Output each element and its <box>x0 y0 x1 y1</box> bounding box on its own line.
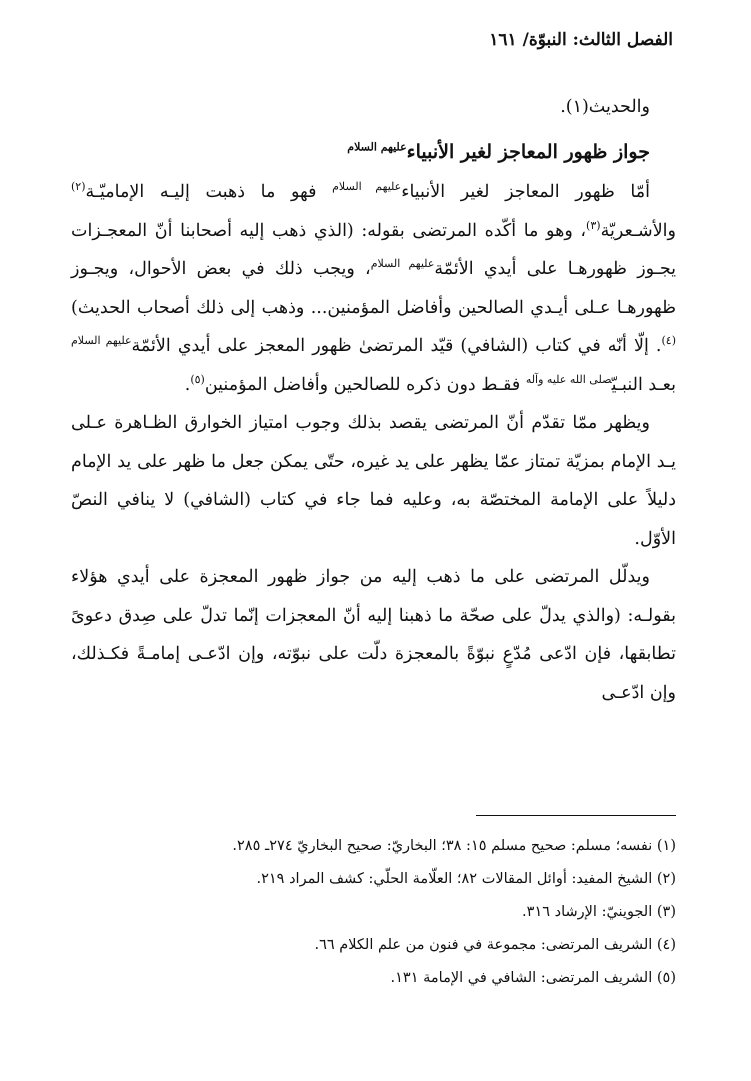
section-heading <box>71 133 676 172</box>
footnote-mark-4[interactable]: (٤) <box>661 334 676 348</box>
footnote-2: (٢) الشيخ المفيد: أوائل المقالات ٨٢؛ العلّامة الحلّي: كشف المراد ٢١٩. <box>256 871 676 887</box>
footnote-1: (١) نفسه؛ مسلم: صحيح مسلم ١٥: ٣٨؛ البخاريّ: صحيح البخاريّ ٢٧٤ـ ٢٨٥. <box>232 838 676 854</box>
p2-part-b: فهو ما ذهبت إليـه الإماميّـة <box>85 182 333 202</box>
paragraph-4 <box>71 558 676 712</box>
p2-part-a: أمّا ظهور المعاجز لغير الأنبياء <box>401 182 650 202</box>
honorific-alayhim: عليهم السلام <box>71 334 132 348</box>
p2-part-f: . إلّا أنّه في كتاب (الشافي) قيّد المرتضىٰ ظهور المعجز على أيدي الأئمّة <box>131 336 662 356</box>
p2-part-d: ، وهو ما أكّده المرتضى بقوله: (الذي ذهب إليه أصحابنا أنّ المعجـزات يجـوز ظهورهـا على أيدي الأئمّة <box>71 220 676 279</box>
footnote-4: (٤) الشريف المرتضى: مجموعة في فنون من علم الكلام ٦٦. <box>314 937 676 953</box>
p2-part-c: والأشـعريّة <box>600 220 676 241</box>
p2-part-e: ، ويجب ذلك في بعض الأحوال، ويجـوز ظهورهـا عـلى أيـدي الصالحين وأفاضل المؤمنين... وذهب إلى ذلك أصحاب الحديث) <box>71 259 676 318</box>
footnote-3: (٣) الجوينيّ: الإرشاد ٣١٦. <box>522 904 676 920</box>
paragraph-1 <box>71 88 676 127</box>
honorific-alayhim: عليهم السلام <box>332 180 402 194</box>
honorific-alayhim: عليهم السلام <box>370 257 435 271</box>
honorific-alayhim: عليهم السلام <box>347 140 407 154</box>
main-text <box>71 88 676 712</box>
footnote-divider <box>476 815 676 816</box>
section-heading-text: جواز ظهور المعاجز لغير الأنبياء <box>406 140 650 163</box>
paragraph-4-text: ويدلّل المرتضى على ما ذهب إليه من جواز ظهور المعجزة على أيدي هؤلاء بقولـه: (والذي يدلّ على صحّة ما ذهبنا إليه أنّ المعجزات إنّما تدلّ على صِدق دعوىً تطابقها، فإن ادّعى مُدّعٍ نبوّةً بالمعجزة دلّت على نبوّته، وإن ادّعـى إمامـةً فكـذلك، وإن ادّعـى <box>71 567 676 703</box>
honorific-salla: صلى الله عليه وآله <box>525 372 612 386</box>
paragraph-3 <box>71 404 676 558</box>
p2-part-i: . <box>184 374 191 395</box>
p2-part-g: بعـد النبـيّ <box>611 374 676 395</box>
footnote-mark-2[interactable]: (٢) <box>71 180 86 194</box>
running-header: الفصل الثالث: النبوّة/ ١٦١ <box>489 30 673 50</box>
paragraph-1-text: والحديث(١). <box>560 97 650 117</box>
footnote-mark-5[interactable]: (٥) <box>190 372 205 386</box>
p2-part-h: فقـط دون ذكره للصالحين وأفاضل المؤمنين <box>204 374 526 395</box>
footnote-5: (٥) الشريف المرتضى: الشافي في الإمامة ١٣١. <box>390 970 676 986</box>
paragraph-2 <box>71 173 676 404</box>
footnote-mark-3[interactable]: (٣) <box>586 218 601 232</box>
footnotes <box>71 830 676 995</box>
paragraph-3-text: ويظهر ممّا تقدّم أنّ المرتضى يقصد بذلك وجوب امتياز الخوارق الظـاهرة عـلى يـد الإمام بمزيّة تمتاز عمّا يظهر على يد غيره، حتّى يمكن جعل ما ظهر على يد الإمام دليلاً على الإمامة المختصّة به، وعليه فما جاء في كتاب (الشافي) لا ينافي النصّ الأوّل. <box>71 413 676 549</box>
